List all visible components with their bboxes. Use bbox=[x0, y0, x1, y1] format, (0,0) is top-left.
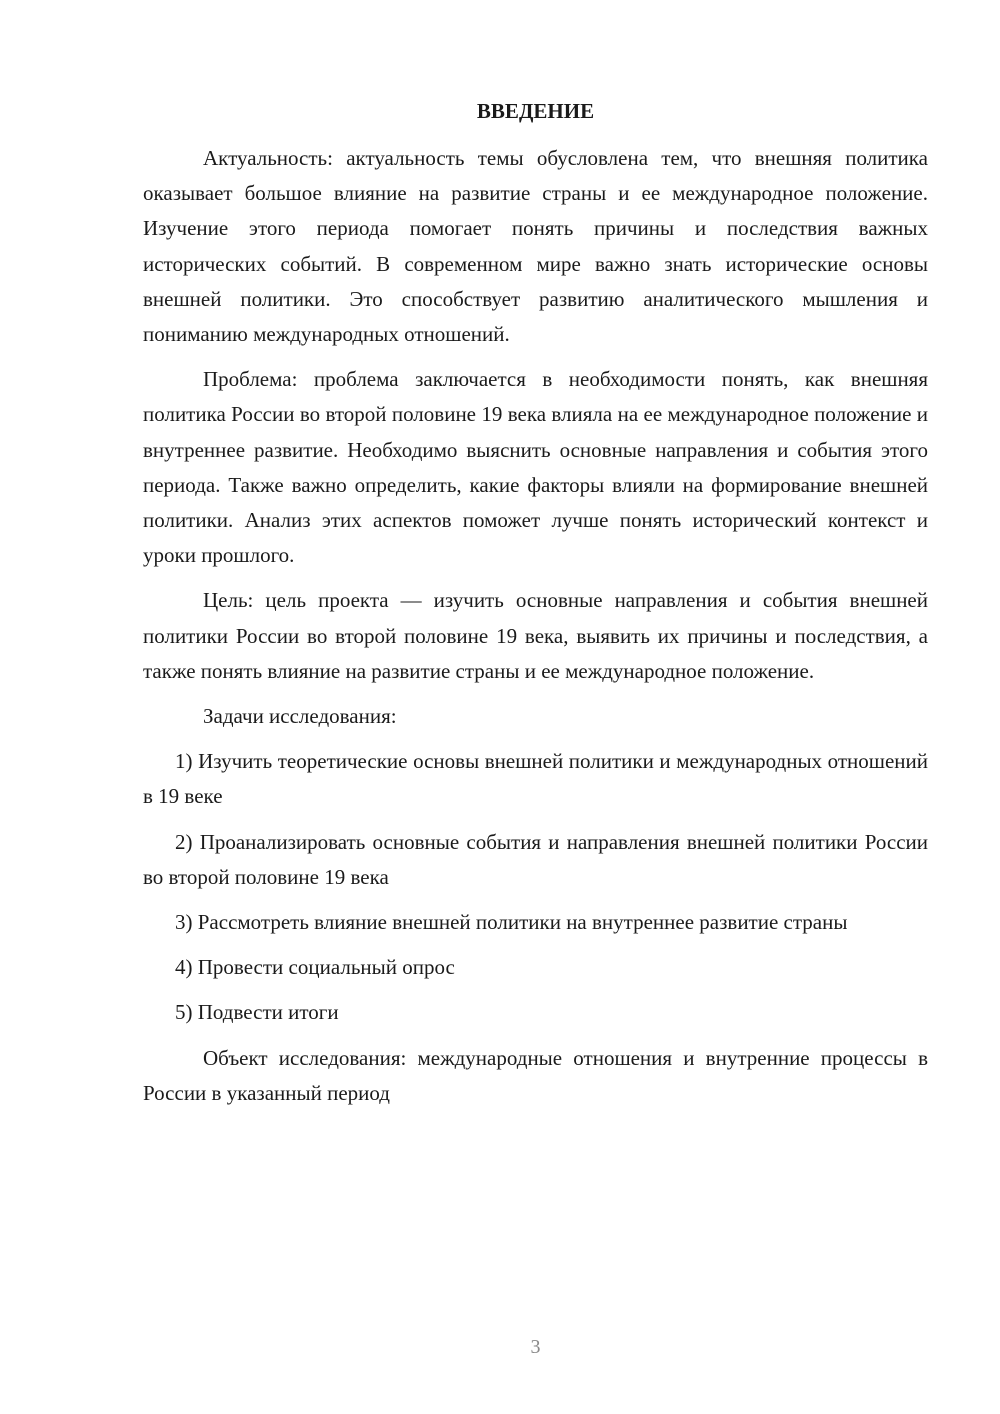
paragraph-tasks-heading: Задачи исследования: bbox=[203, 704, 397, 729]
list-item: 5) Подвести итоги bbox=[175, 1000, 339, 1025]
paragraph-problem: Проблема: проблема заключается в необходимости понять, как внешняя политика России во второй половине 19 века влияла на ее международное положение и внутреннее развитие. Необходимо выяснить основные направления и события этого периода. Также важно определить, какие факторы влияли на формирование внешней политики. Анализ этих аспектов поможет лучше понять исторический контекст и уроки прошлого. bbox=[143, 367, 928, 568]
list-item: 3) Рассмотреть влияние внешней политики на внутреннее развитие страны bbox=[175, 910, 848, 935]
page-title: ВВЕДЕНИЕ bbox=[476, 99, 595, 123]
list-item: 2) Проанализировать основные события и направления внешней политики России во второй половине 19 века bbox=[143, 829, 928, 889]
page-number: 3 bbox=[530, 1336, 541, 1358]
paragraph-goal: Цель: цель проекта — изучить основные направления и события внешней политики России во второй половине 19 века, выявить их причины и последствия, а также понять влияние на развитие страны и ее международное положение. bbox=[143, 588, 928, 683]
paragraph-object: Объект исследования: международные отношения и внутренние процессы в России в указанный период bbox=[143, 1045, 928, 1105]
document-body bbox=[143, 141, 928, 1121]
paragraph-relevance: Актуальность: актуальность темы обусловлена тем, что внешняя политика оказывает большое влияние на развитие страны и ее международное положение. Изучение этого периода помогает понять причины и последствия важных исторических событий. В современном мире важно знать исторические основы внешней политики. Это способствует развитию аналитического мышления и пониманию международных отношений. bbox=[143, 146, 928, 347]
list-item: 1) Изучить теоретические основы внешней политики и международных отношений в 19 веке bbox=[143, 749, 928, 809]
document-page bbox=[143, 0, 928, 1414]
list-item: 4) Провести социальный опрос bbox=[175, 955, 455, 980]
